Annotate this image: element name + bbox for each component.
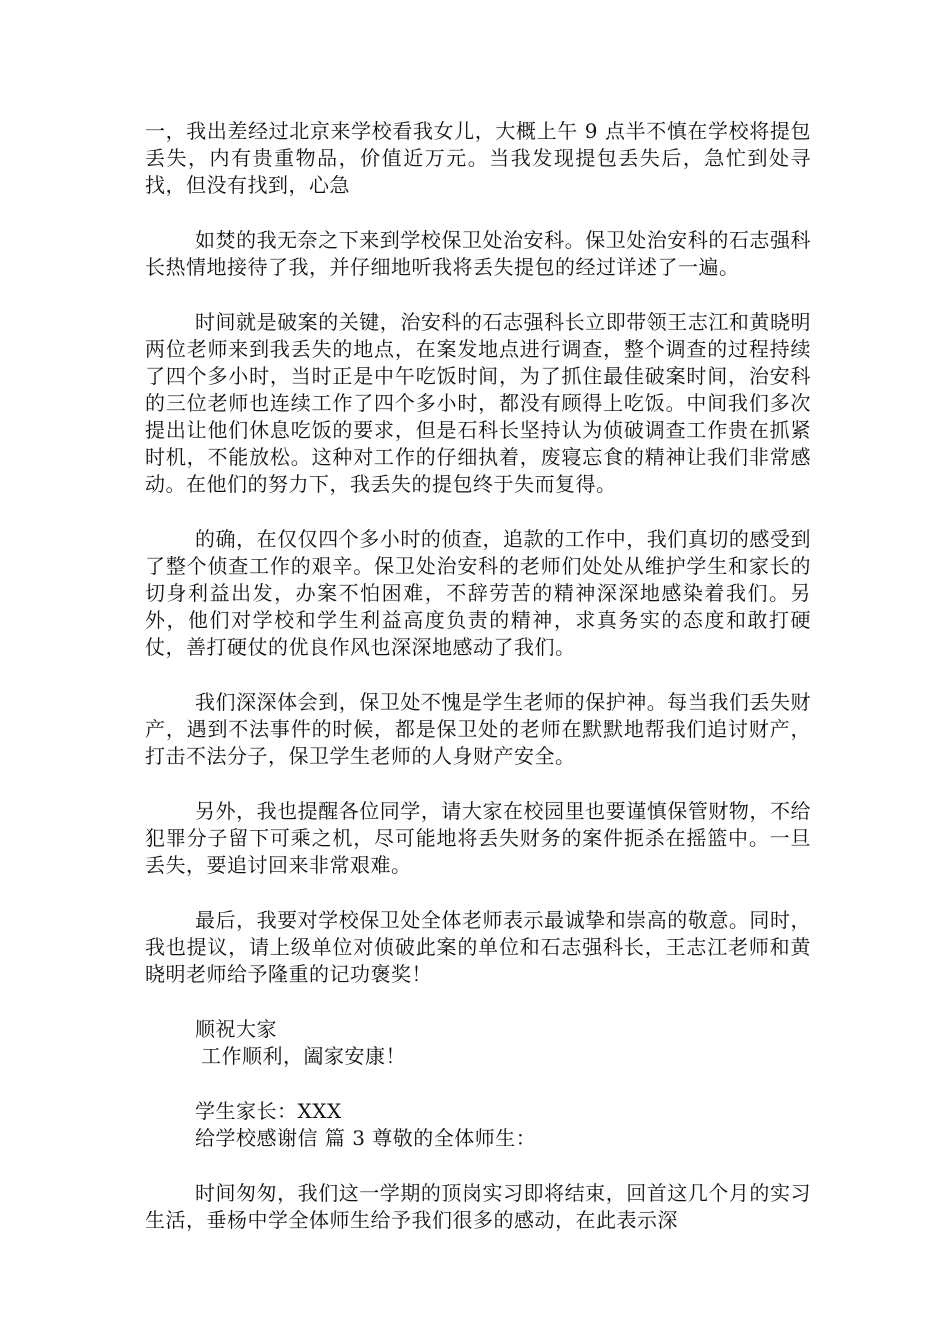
signature-line: 学生家长：XXX [195,1099,342,1123]
paragraph-5: 我们深深体会到，保卫处不愧是学生老师的保护神。每当我们丢失财产，遇到不法事件的时候，都是保卫处的老师在默默地帮我们追讨财产，打击不法分子，保卫学生老师的人身财产安全。 [145,690,811,768]
next-letter-heading: 给学校感谢信 篇 3 尊敬的全体师生： [195,1126,537,1150]
signature-block [145,1098,811,1152]
paragraph-3: 时间就是破案的关键，治安科的石志强科长立即带领王志江和黄晓明两位老师来到我丢失的地点，在案发地点进行调查，整个调查的过程持续了四个多小时，当时正是中午吃饭时间，为了抓住最佳破案时间，治安科的三位老师也连续工作了四个多小时，都没有顾得上吃饭。中间我们多次提出让他们休息吃饭的要求，但是石科长坚持认为侦破调查工作贵在抓紧时机，不能放松。这种对工作的仔细执着，废寝忘食的精神让我们非常感动。在他们的努力下，我丢失的提包终于失而复得。 [145,310,811,496]
final-paragraph: 时间匆匆，我们这一学期的顶岗实习即将结束，回首这几个月的实习生活，垂杨中学全体师生给予我们很多的感动，在此表示深 [145,1181,811,1232]
paragraph-2: 如焚的我无奈之下来到学校保卫处治安科。保卫处治安科的石志强科长热情地接待了我，并仔细地听我将丢失提包的经过详述了一遍。 [145,228,811,279]
closing-line-2: 工作顺利，阖家安康！ [201,1044,406,1068]
paragraph-4: 的确，在仅仅四个多小时的侦查，追款的工作中，我们真切的感受到了整个侦查工作的艰辛。保卫处治安科的老师们处处从维护学生和家长的切身利益出发，办案不怕困难，不辞劳苦的精神深深地感染着我们。另外，他们对学校和学生利益高度负责的精神，求真务实的态度和敢打硬仗，善打硬仗的优良作风也深深地感动了我们。 [145,527,811,659]
paragraph-7: 最后，我要对学校保卫处全体老师表示最诚挚和崇高的敬意。同时，我也提议，请上级单位对侦破此案的单位和石志强科长，王志江老师和黄晓明老师给予隆重的记功褒奖！ [145,908,811,986]
closing-line-1: 顺祝大家 [195,1017,277,1041]
closing-block [145,1016,811,1070]
document-page [145,118,811,1262]
paragraph-6: 另外，我也提醒各位同学，请大家在校园里也要谨慎保管财物，不给犯罪分子留下可乘之机，尽可能地将丢失财务的案件扼杀在摇篮中。一旦丢失，要追讨回来非常艰难。 [145,799,811,877]
paragraph-1: 一，我出差经过北京来学校看我女儿，大概上午 9 点半不慎在学校将提包丢失，内有贵重物品，价值近万元。当我发现提包丢失后，急忙到处寻找，但没有找到，心急 [145,119,811,197]
